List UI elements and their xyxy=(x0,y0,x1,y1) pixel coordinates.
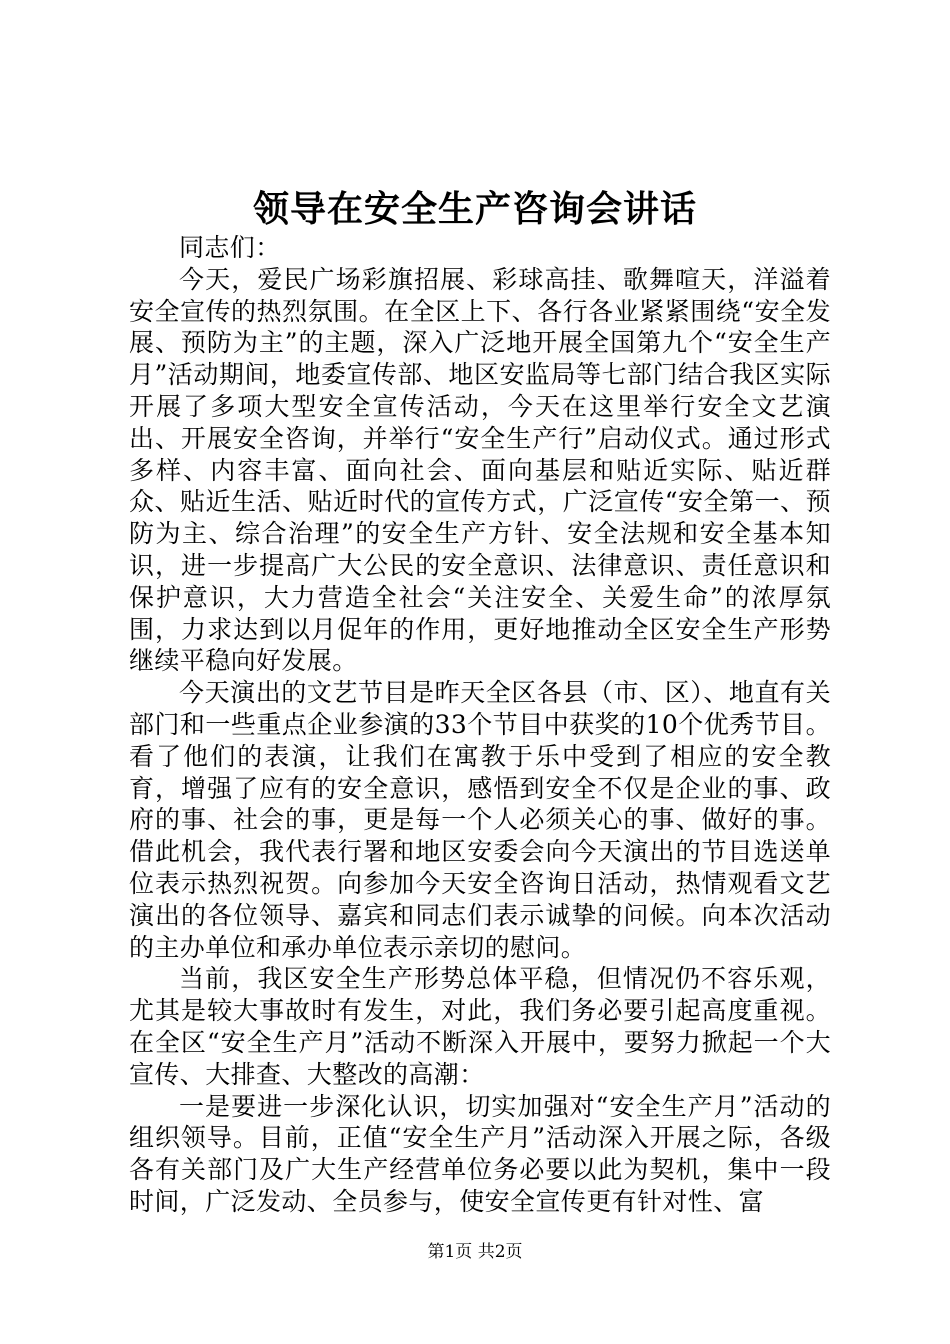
document-title: 领导在安全生产咨询会讲话 xyxy=(252,188,697,230)
salutation-paragraph: 同志们： xyxy=(179,233,281,262)
body-paragraph: 一是要进一步深化认识，切实加强对“安全生产月”活动的组织领导。目前，正值“安全生产月”活动深入开展之际，各级各有关部门及广大生产经营单位务必要以此为契机，集中一段时间，广泛发动、全员参与，使安全宣传更有针对性、富 xyxy=(129,1091,831,1216)
body-paragraph: 今天，爱民广场彩旗招展、彩球高挂、歌舞喧天，洋溢着安全宣传的热烈氛围。在全区上下、各行各业紧紧围绕“安全发展、预防为主”的主题，深入广泛地开展全国第九个“安全生产月”活动期间，地委宣传部、地区安监局等七部门结合我区实际开展了多项大型安全宣传活动，今天在这里举行安全文艺演出、开展安全咨询，并举行“安全生产行”启动仪式。通过形式多样、内容丰富、面向社会、面向基层和贴近实际、贴近群众、贴近生活、贴近时代的宣传方式，广泛宣传“安全第一、预防为主、综合治理”的安全生产方针、安全法规和安全基本知识，进一步提高广大公民的安全意识、法律意识、责任意识和保护意识，大力营造全社会“关注安全、关爱生命”的浓厚氛围，力求达到以月促年的作用，更好地推动全区安全生产形势继续平稳向好发展。 xyxy=(129,264,831,676)
page-number-footer: 第1页 共2页 xyxy=(427,1242,523,1262)
document-body xyxy=(129,232,831,1218)
body-paragraph: 今天演出的文艺节目是昨天全区各县（市、区）、地直有关部门和一些重点企业参演的33个节目中获奖的10个优秀节目。看了他们的表演，让我们在寓教于乐中受到了相应的安全教育，增强了应有的安全意识，感悟到安全不仅是企业的事、政府的事、社会的事，更是每一个人必须关心的事、做好的事。借此机会，我代表行署和地区安委会向今天演出的节目选送单位表示热烈祝贺。向参加今天安全咨询日活动，热情观看文艺演出的各位领导、嘉宾和同志们表示诚挚的问候。向本次活动的主办单位和承办单位表示亲切的慰问。 xyxy=(129,678,831,962)
body-paragraph: 当前，我区安全生产形势总体平稳，但情况仍不容乐观，尤其是较大事故时有发生，对此，我们务必要引起高度重视。在全区“安全生产月”活动不断深入开展中，要努力掀起一个大宣传、大排查、大整改的高潮： xyxy=(129,964,831,1089)
